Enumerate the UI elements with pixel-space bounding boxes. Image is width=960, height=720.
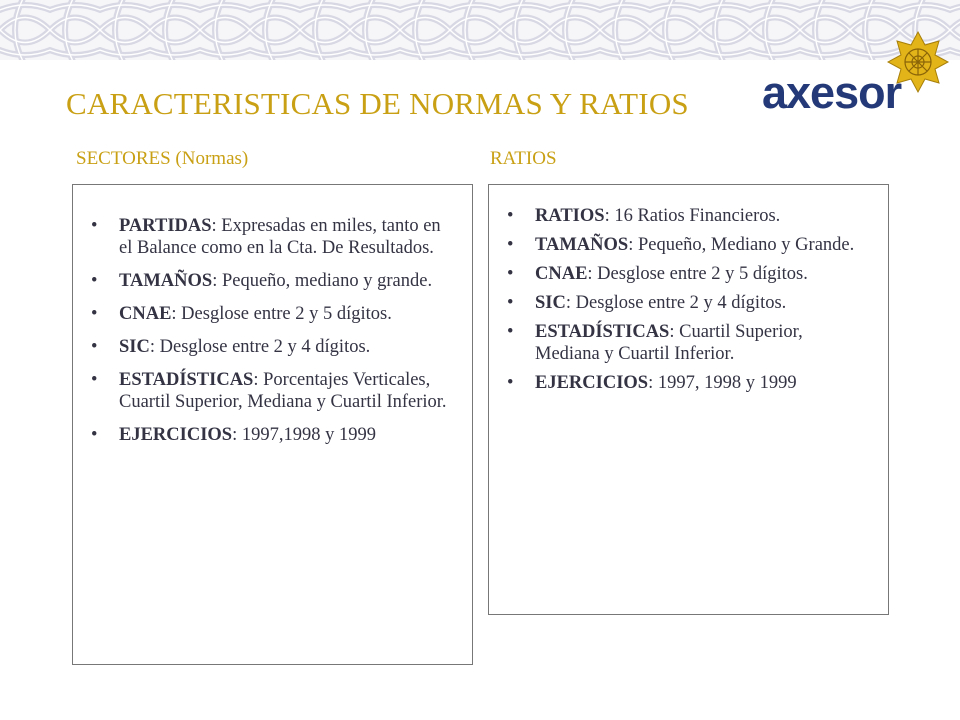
ratios-list xyxy=(505,205,872,394)
item-term: EJERCICIOS xyxy=(119,425,233,445)
list-item xyxy=(89,303,452,325)
bullet-icon: • xyxy=(91,337,98,357)
bullet-icon: • xyxy=(507,322,514,342)
list-item xyxy=(505,263,872,285)
list-item xyxy=(505,205,872,227)
item-text: : Expresadas en miles, tanto en el Balance como en la Cta. De Resultados. xyxy=(119,216,441,258)
ratios-panel xyxy=(488,184,889,615)
item-text: : Pequeño, mediano y grande. xyxy=(212,271,433,291)
item-text: : 1997,1998 y 1999 xyxy=(232,425,376,445)
item-term: RATIOS xyxy=(535,206,605,226)
sectores-heading: SECTORES (Normas) xyxy=(76,148,249,169)
item-term: SIC xyxy=(119,337,150,357)
item-text: : Desglose entre 2 y 5 dígitos. xyxy=(587,264,808,284)
bullet-icon: • xyxy=(507,206,514,226)
bullet-icon: • xyxy=(91,271,98,291)
bullet-icon: • xyxy=(91,425,98,445)
bullet-icon: • xyxy=(507,235,514,255)
item-term: ESTADÍSTICAS xyxy=(535,322,670,342)
bullet-icon: • xyxy=(91,216,98,236)
item-term: EJERCICIOS xyxy=(535,373,649,393)
list-item xyxy=(89,336,452,358)
item-text: : Cuartil Superior, Mediana y Cuartil Inferior. xyxy=(535,322,803,364)
bullet-icon: • xyxy=(507,264,514,284)
list-item xyxy=(89,270,452,292)
item-term: ESTADÍSTICAS xyxy=(119,370,254,390)
list-item xyxy=(505,234,872,256)
item-term: CNAE xyxy=(119,304,172,324)
item-text: : Desglose entre 2 y 4 dígitos. xyxy=(565,293,787,313)
item-text: : Pequeño, Mediano y Grande. xyxy=(628,235,855,255)
bullet-icon: • xyxy=(91,370,98,390)
ratios-heading: RATIOS xyxy=(490,148,557,169)
item-text: : 1997, 1998 y 1999 xyxy=(648,373,797,393)
list-item xyxy=(89,215,452,259)
list-item xyxy=(89,424,452,446)
bullet-icon: • xyxy=(507,373,514,393)
item-text: : 16 Ratios Financieros. xyxy=(604,206,781,226)
item-term: CNAE xyxy=(535,264,588,284)
item-term: PARTIDAS xyxy=(119,216,212,236)
list-item xyxy=(505,321,872,365)
page-title: CARACTERISTICAS DE NORMAS Y RATIOS xyxy=(66,86,689,121)
sectores-panel xyxy=(72,184,473,665)
list-item xyxy=(505,292,872,314)
item-text: : Porcentajes Verticales, Cuartil Superior, Mediana y Cuartil Inferior. xyxy=(119,370,447,412)
axesor-logo xyxy=(758,30,958,120)
item-term: SIC xyxy=(535,293,566,313)
item-text: : Desglose entre 2 y 4 dígitos. xyxy=(149,337,371,357)
bullet-icon: • xyxy=(507,293,514,313)
list-item xyxy=(505,372,872,394)
sectores-list xyxy=(89,215,452,446)
list-item xyxy=(89,369,452,413)
bullet-icon: • xyxy=(91,304,98,324)
item-term: TAMAÑOS xyxy=(119,271,213,291)
item-text: : Desglose entre 2 y 5 dígitos. xyxy=(171,304,392,324)
axesor-wordmark: axesor xyxy=(762,67,902,118)
item-term: TAMAÑOS xyxy=(535,235,629,255)
